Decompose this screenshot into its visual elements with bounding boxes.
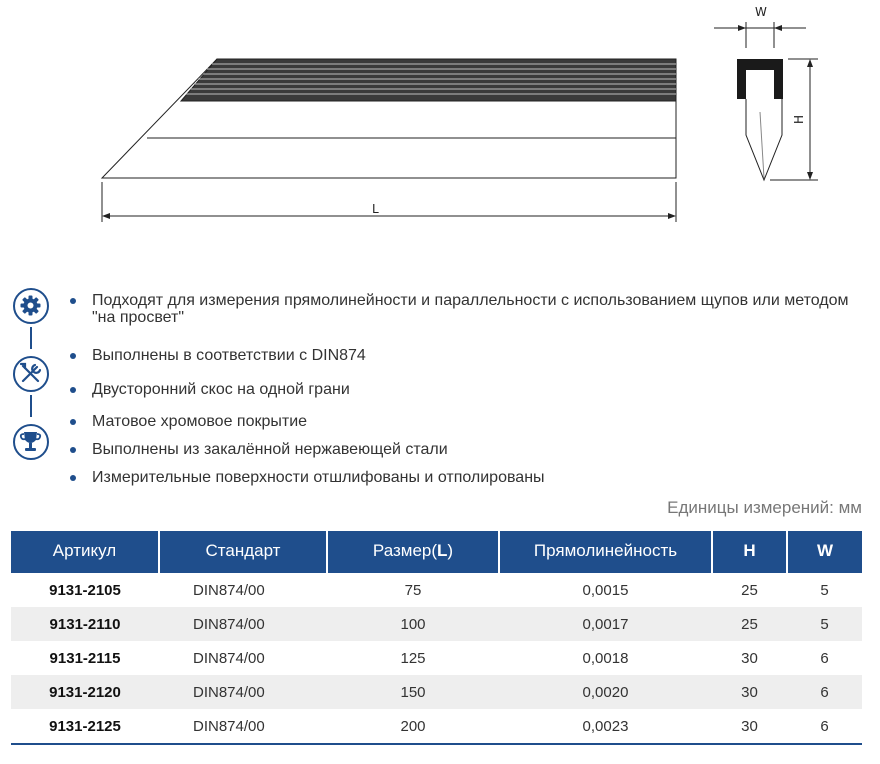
cell-article: 9131-2120 (11, 675, 159, 709)
header-h: H (712, 531, 787, 572)
cell-article: 9131-2105 (49, 581, 121, 599)
width-label: W (755, 5, 767, 19)
header-straightness: Прямолинейность (499, 531, 712, 572)
cell-straightness: 0,0018 (582, 649, 629, 667)
icon-connector (30, 395, 32, 417)
cell-size: 125 (400, 649, 426, 667)
end-view (737, 59, 783, 180)
table-header-row (11, 531, 862, 572)
feature-item: Двусторонний скос на одной грани (68, 381, 868, 398)
trophy-icon (13, 424, 49, 460)
features-section (0, 282, 880, 492)
units-note: Единицы измерений: мм (667, 498, 862, 517)
table-row (11, 641, 862, 675)
straight-edge-drawing (0, 0, 880, 260)
header-standard: Стандарт (159, 531, 327, 572)
cell-size: 150 (327, 675, 499, 709)
feature-item: Выполнены из закалённой нержавеющей стали (68, 441, 868, 458)
cell-h: 25 (741, 581, 758, 599)
header-size-text: Размер( (372, 541, 438, 560)
spec-table (11, 531, 862, 745)
cell-article: 9131-2110 (11, 607, 159, 641)
cell-size: 100 (327, 607, 499, 641)
width-dimension (714, 22, 806, 48)
gear-icon (13, 288, 49, 324)
length-dimension (102, 182, 676, 222)
cell-size: 200 (327, 709, 499, 744)
header-size-l: L (437, 541, 448, 560)
table-row (11, 709, 862, 744)
cell-h: 30 (712, 709, 787, 744)
cell-w: 6 (787, 709, 862, 744)
cell-straightness: 0,0015 (582, 581, 629, 599)
cell-w: 5 (820, 581, 829, 599)
cell-w: 5 (787, 607, 862, 641)
cell-h: 30 (741, 649, 758, 667)
feature-item: Измерительные поверхности отшлифованы и отполированы (68, 469, 868, 486)
feature-list (68, 292, 868, 486)
cell-size: 75 (404, 581, 422, 599)
feature-item: Подходят для измерения прямолинейности и параллельности с использованием щупов или методом "на просвет" (68, 292, 868, 326)
cell-standard: DIN874/00 (159, 607, 327, 641)
icon-connector (30, 327, 32, 349)
table-row (11, 607, 862, 641)
cell-straightness: 0,0023 (499, 709, 712, 744)
header-size (327, 531, 499, 572)
cell-article: 9131-2125 (11, 709, 159, 744)
cell-w: 6 (787, 675, 862, 709)
cell-standard: DIN874/00 (193, 649, 265, 667)
cell-article: 9131-2115 (49, 649, 121, 667)
header-w: W (787, 531, 862, 572)
cell-straightness: 0,0017 (499, 607, 712, 641)
cell-standard: DIN874/00 (159, 709, 327, 744)
cell-standard: DIN874/00 (193, 581, 265, 599)
header-article: Артикул (11, 531, 159, 572)
feature-item: Выполнены в соответствии с DIN874 (68, 347, 868, 364)
cell-w: 6 (820, 649, 829, 667)
table-row (11, 572, 862, 607)
cell-standard: DIN874/00 (159, 675, 327, 709)
header-size-close: ) (447, 541, 454, 560)
height-label: H (792, 114, 806, 124)
side-view (102, 59, 676, 178)
feature-item: Матовое хромовое покрытие (68, 413, 868, 430)
length-label: L (372, 202, 379, 216)
cell-h: 25 (712, 607, 787, 641)
tools-icon (13, 356, 49, 392)
cell-straightness: 0,0020 (499, 675, 712, 709)
cell-h: 30 (712, 675, 787, 709)
table-row (11, 675, 862, 709)
